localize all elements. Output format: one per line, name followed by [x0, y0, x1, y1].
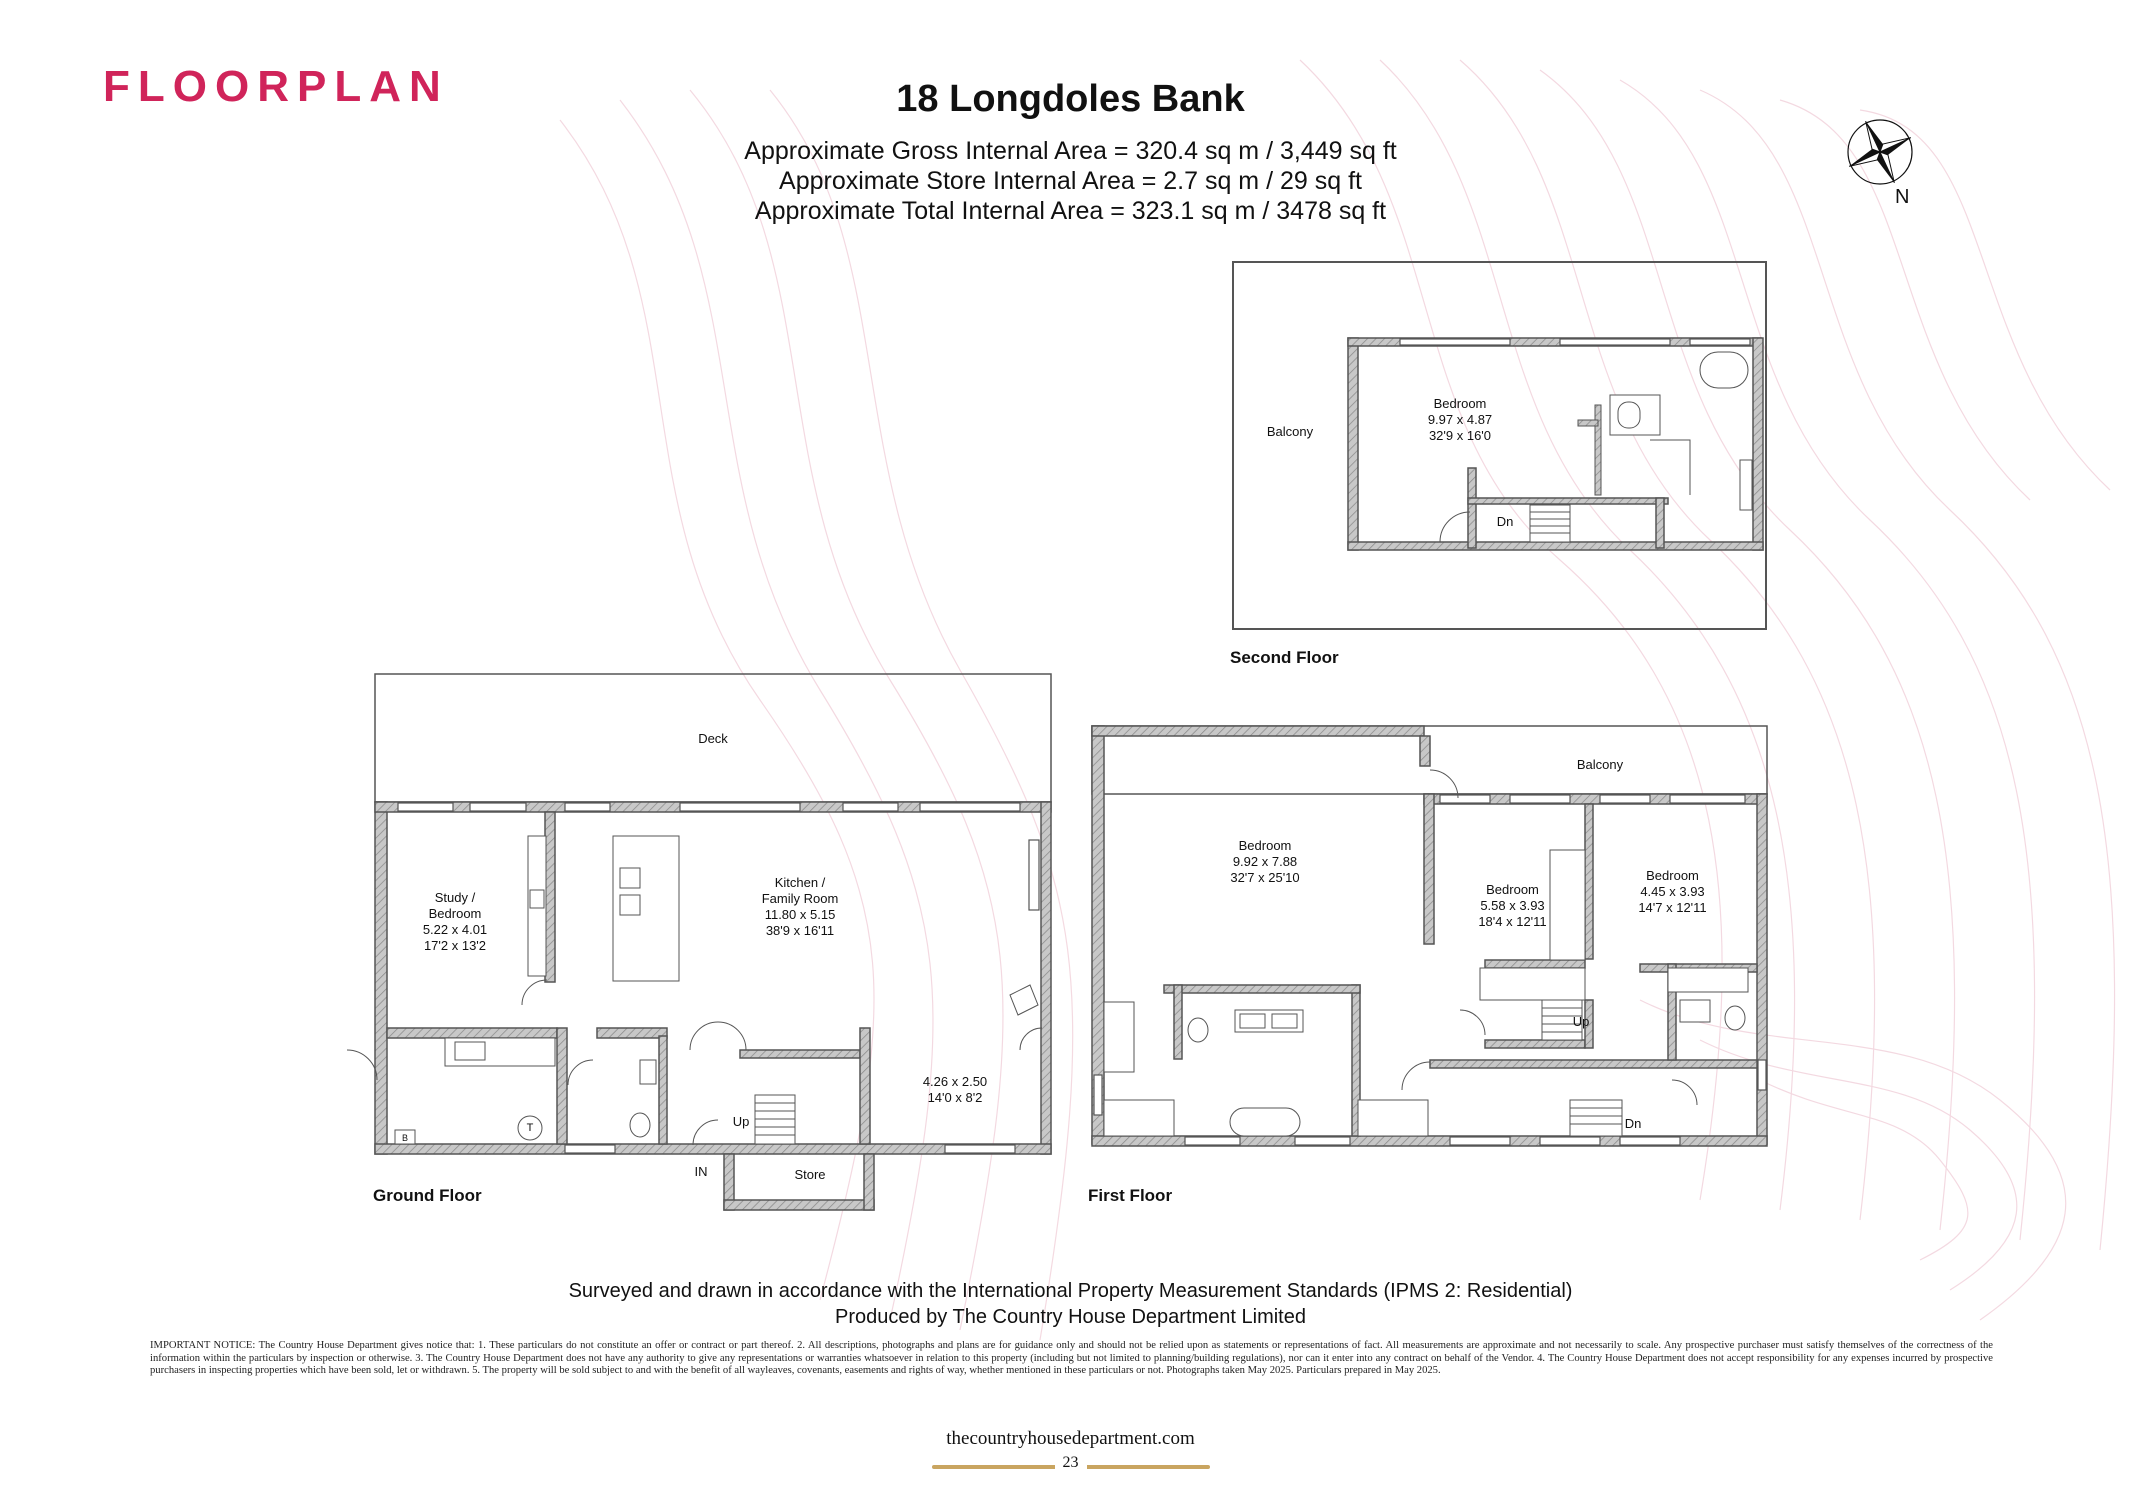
room-name: Bedroom [1433, 396, 1487, 411]
website-link[interactable]: thecountryhousedepartment.com [946, 1428, 1195, 1449]
room-metric: 9.97 x 4.87 [1427, 412, 1493, 427]
entrance-label: IN [694, 1164, 708, 1179]
first-floor-main-bedroom-label [1205, 838, 1325, 886]
first-floor-down-label: Dn [1624, 1116, 1642, 1131]
room-metric: 4.26 x 2.50 [922, 1074, 988, 1089]
room-name: Bedroom [1238, 838, 1292, 853]
study-bedroom-label [400, 890, 510, 954]
important-notice: IMPORTANT NOTICE: The Country House Department gives notice that: 1. These particulars do not constitute an offer or contract or part thereof. 2. All descriptions, photographs and plans are for guidance only and should not be relied upon as statements or representations of fact. All measurements are approximate and not necessarily to scale. Any prospective purchaser must satisfy themselves of the correctness of the information within the particulars by inspection or otherwise. 3. The Country House Department does not have any authority to give any representations or warranties whatsoever in relation to this property (including but not limited to planning/building regulations), nor can it enter into any contract on behalf of the Vendor. 4. The Country House Department does not accept responsibility for any expenses incurred by prospective purchasers in inspecting properties which have been sold, let or withdrawn. 5. The property will be sold subject to and with the benefit of all wayleaves, covenants, easements and rights of way, whether mentioned in these particulars or not. Photographs taken May 2025. Particulars prepared in May 2025. [150, 1340, 1993, 1376]
ground-stair-label: Up [732, 1114, 750, 1129]
room-name: Study / [434, 890, 476, 905]
room-metric: 9.92 x 7.88 [1232, 854, 1298, 869]
second-floor-stair-label: Dn [1496, 514, 1514, 529]
first-floor-balcony-label: Balcony [1576, 757, 1624, 772]
property-title: 18 Longdoles Bank [896, 78, 1245, 120]
room-imperial: 32'7 x 25'10 [1230, 870, 1300, 885]
room-metric: 5.22 x 4.01 [422, 922, 488, 937]
ground-room-label [900, 1074, 1010, 1106]
producer-statement: Produced by The Country House Department Limited [835, 1306, 1306, 1328]
room-imperial: 32'9 x 16'0 [1428, 428, 1492, 443]
room-name-2: Family Room [761, 891, 839, 906]
second-floor-bedroom-label [1400, 396, 1520, 444]
kitchen-family-room-label [735, 875, 865, 939]
second-floor-title: Second Floor [1230, 648, 1339, 667]
first-floor-title: First Floor [1088, 1186, 1173, 1205]
total-area: Approximate Total Internal Area = 323.1 sq m / 3478 sq ft [754, 197, 1387, 225]
boiler-label: B [401, 1133, 408, 1143]
room-metric: 5.58 x 3.93 [1480, 898, 1545, 913]
first-floor-plan [1092, 726, 1767, 1146]
compass-north-label: N [1895, 186, 1910, 208]
room-imperial: 14'0 x 8'2 [927, 1090, 983, 1105]
room-metric: 11.80 x 5.15 [764, 907, 836, 922]
room-name: Bedroom [1486, 882, 1539, 897]
first-floor-bedroom-3-label [1615, 868, 1730, 916]
deck-label: Deck [698, 731, 728, 746]
room-imperial: 17'2 x 13'2 [423, 938, 487, 953]
store-label: Store [794, 1167, 826, 1182]
tank-label: T [526, 1122, 534, 1134]
first-floor-bedroom-2-label [1455, 882, 1570, 930]
ground-floor-title: Ground Floor [373, 1186, 482, 1205]
first-floor-up-label: Up [1572, 1014, 1590, 1029]
room-name: Bedroom [1646, 868, 1699, 883]
ipms-statement: Surveyed and drawn in accordance with the International Property Measurement Standards (IPMS 2: Residential) [568, 1280, 1573, 1302]
store-area: Approximate Store Internal Area = 2.7 sq m / 29 sq ft [779, 167, 1362, 195]
room-metric: 4.45 x 3.93 [1640, 884, 1705, 899]
second-floor-balcony-label: Balcony [1266, 424, 1314, 439]
room-imperial: 14'7 x 12'11 [1638, 900, 1707, 915]
brand-heading: FLOORPLAN [103, 62, 449, 111]
page-number-text: 23 [1055, 1454, 1087, 1471]
room-name: Kitchen / [774, 875, 826, 890]
room-imperial: 38'9 x 16'11 [765, 923, 835, 938]
room-name-2: Bedroom [428, 906, 482, 921]
page-number [0, 1454, 2141, 1472]
room-imperial: 18'4 x 12'11 [1478, 914, 1547, 929]
gross-area: Approximate Gross Internal Area = 320.4 sq m / 3,449 sq ft [744, 137, 1397, 165]
second-floor-plan [1233, 262, 1766, 629]
